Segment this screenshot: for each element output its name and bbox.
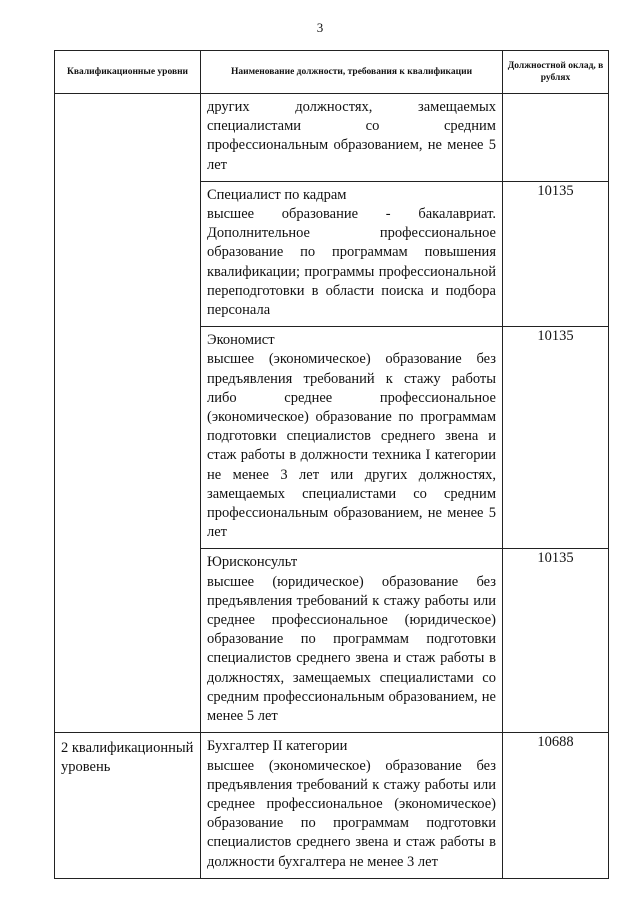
salary-cell: 10135 bbox=[503, 549, 609, 733]
page-number: 3 bbox=[316, 20, 324, 35]
header-position: Наименование должности, требования к квалификации bbox=[201, 51, 503, 94]
table-row bbox=[55, 733, 609, 878]
qualification-table bbox=[54, 50, 609, 879]
table-row bbox=[55, 94, 609, 182]
requirements-text: высшее (экономическое) образование без предъявления требований к стажу работы либо среднее профессиональное (экономическое) образование по программам подготовки специалистов среднего звена и стаж работы в должности техника I категории не менее 3 лет или других должностях, замещаемых специалистами со средним профессиональным образованием, не менее 5 лет bbox=[207, 351, 496, 541]
salary-cell bbox=[503, 94, 609, 182]
salary-cell: 10135 bbox=[503, 181, 609, 326]
requirements-cell bbox=[201, 327, 503, 549]
header-level: Квалификационные уровни bbox=[55, 51, 201, 94]
requirements-cell bbox=[201, 94, 503, 182]
table-header-row bbox=[55, 51, 609, 94]
requirements-text: других должностях, замещаемых специалистами со средним профессиональным образованием, не менее 5 лет bbox=[207, 99, 496, 173]
requirements-text: высшее (экономическое) образование без предъявления требований к стажу работы или среднее профессиональное (экономическое) образование по программам подготовки специалистов среднего звена и стаж работы в должности бухгалтера не менее 3 лет bbox=[207, 757, 496, 870]
requirements-cell bbox=[201, 733, 503, 878]
level-cell-1 bbox=[55, 94, 201, 733]
requirements-text: высшее (юридическое) образование без предъявления требований к стажу работы или среднее профессиональное (юридическое) образование по программам подготовки специалистов среднего звена и стаж работы в должностях, замещаемых специалистами со средним профессиональным образованием, не менее 5 лет bbox=[207, 573, 496, 725]
position-title: Юрисконсульт bbox=[207, 554, 298, 571]
salary-cell: 10688 bbox=[503, 733, 609, 878]
position-title: Специалист по кадрам bbox=[207, 186, 347, 203]
salary-cell: 10135 bbox=[503, 327, 609, 549]
header-salary: Должностной оклад, в рублях bbox=[503, 51, 609, 94]
requirements-cell bbox=[201, 181, 503, 326]
requirements-text: высшее образование - бакалавриат. Дополнительное профессиональное образование по программам повышения квалификации; программы профессиональной переподготовки в области поиска и подбора персонала bbox=[207, 206, 496, 319]
level-cell-2: 2 квалификационный уровень bbox=[55, 733, 201, 878]
position-title: Экономист bbox=[207, 332, 275, 349]
requirements-cell bbox=[201, 549, 503, 733]
position-title: Бухгалтер II категории bbox=[207, 738, 348, 755]
